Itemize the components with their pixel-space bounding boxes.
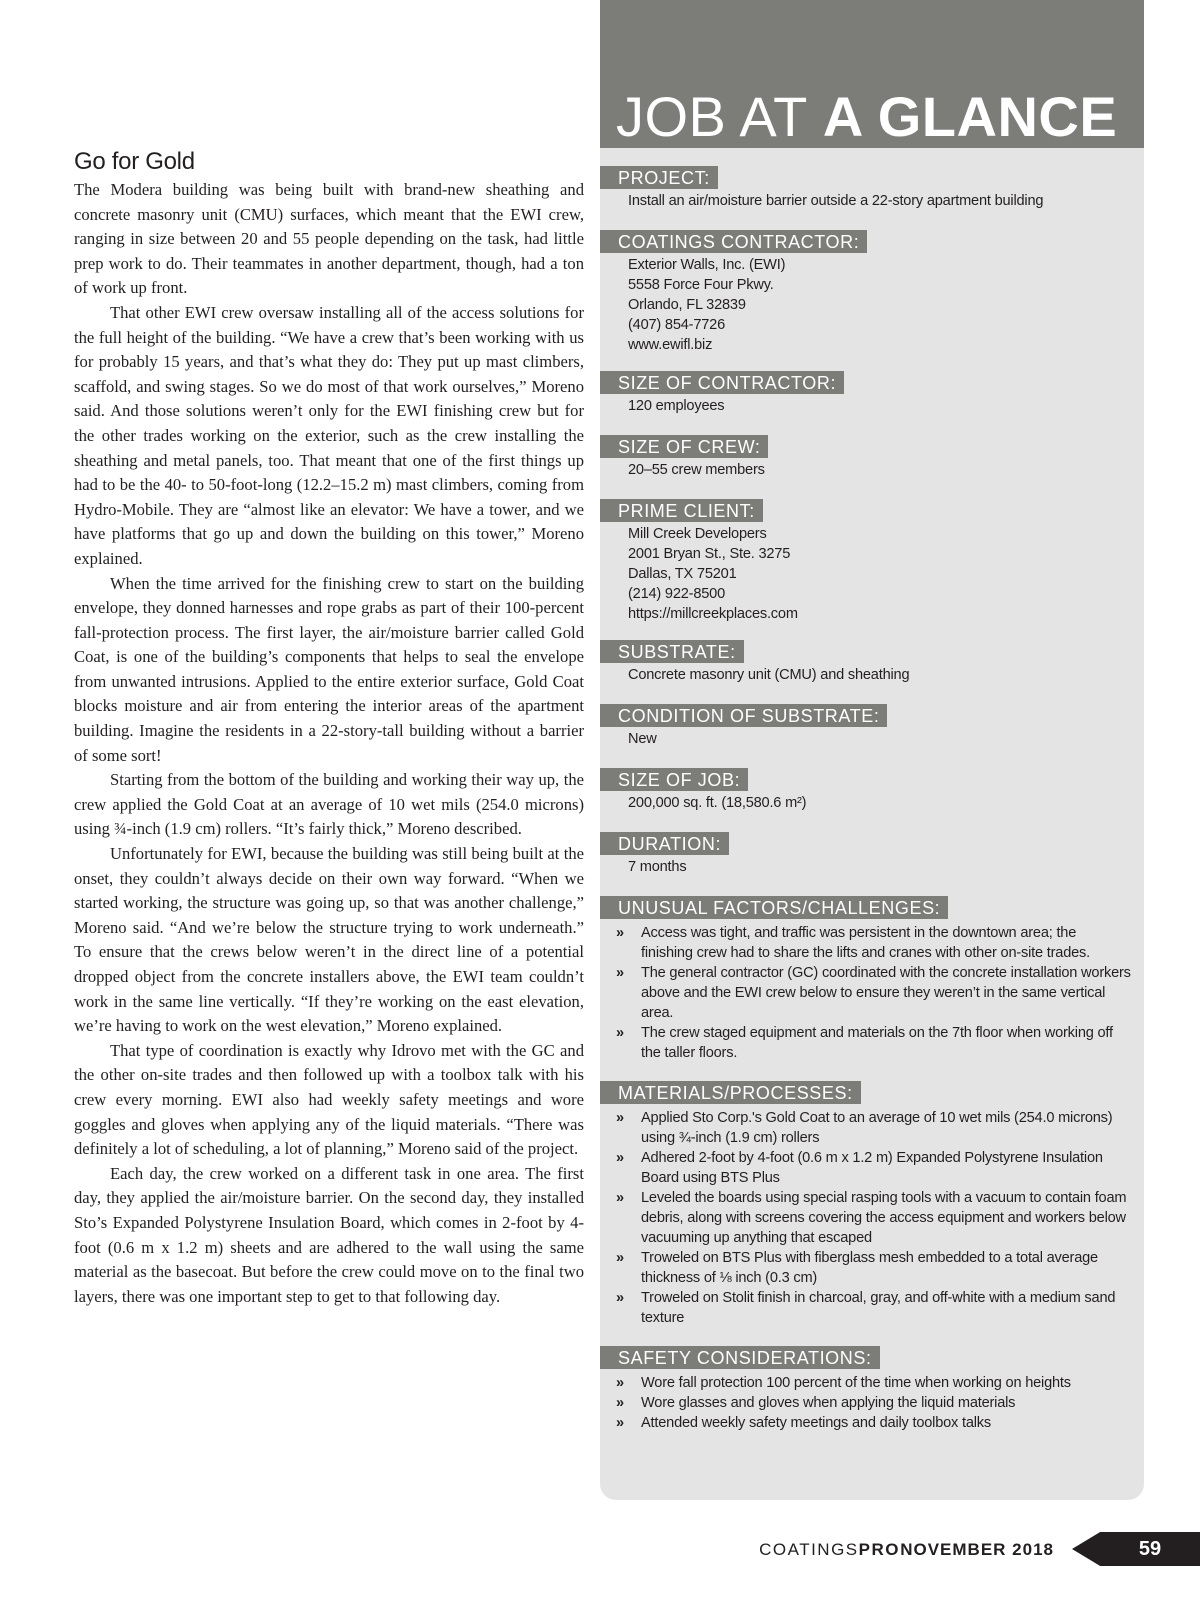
section-label: UNUSUAL FACTORS/CHALLENGES: xyxy=(600,896,948,919)
list-item: » Troweled on BTS Plus with fiberglass mesh embedded to a total average thickness of ⅛ inch (0.3 cm) xyxy=(616,1250,1098,1286)
section-label: PRIME CLIENT: xyxy=(600,499,763,522)
section-label: SIZE OF JOB: xyxy=(600,768,748,791)
footer-date: NOVEMBER 2018 xyxy=(900,1540,1054,1559)
article-paragraph: That type of coordination is exactly why Idrovo met with the GC and the other on-site trades and then followed up with a toolbox talk with his crew every morning. EWI also had weekly safety meetings and wore goggles and gloves when applying any of the liquid materials. “There was definitely a lot of scheduling, a lot of planning,” Moreno said of the project. xyxy=(74,1040,584,1159)
section-materials-processes xyxy=(600,1081,1144,1328)
section-label: SIZE OF CONTRACTOR: xyxy=(600,371,844,394)
bullet-list xyxy=(600,1373,1144,1433)
section-duration xyxy=(600,832,1144,877)
content-line: New xyxy=(628,731,657,747)
content-line: (407) 854-7726 xyxy=(628,317,725,333)
article-paragraph: The Modera building was being built with brand-new sheathing and concrete masonry unit (CMU) surfaces, which meant that the EWI crew, ranging in size between 20 and 55 people depending on the task, had little prep work to do. Their teammates in another department, though, had a ton of work up front. xyxy=(74,180,584,298)
section-label: DURATION: xyxy=(600,832,729,855)
bullet-chevron-icon: » xyxy=(616,1415,624,1431)
bullet-list xyxy=(600,1108,1144,1328)
list-item: » Adhered 2-foot by 4-foot (0.6 m x 1.2 m) Expanded Polystyrene Insulation Board using BTS Plus xyxy=(616,1150,1103,1186)
bullet-chevron-icon: » xyxy=(616,1250,624,1266)
section-content xyxy=(600,191,1144,211)
list-item: » Attended weekly safety meetings and daily toolbox talks xyxy=(616,1415,991,1431)
list-item: » The crew staged equipment and materials on the 7th floor when working off the taller floors. xyxy=(616,1025,1113,1061)
bullet-chevron-icon: » xyxy=(616,965,624,981)
list-item: » Leveled the boards using special rasping tools with a vacuum to contain foam debris, along with screens covering the access equipment and workers below vacuuming up anything that escaped xyxy=(616,1190,1127,1246)
section-condition-of-substrate xyxy=(600,704,1144,749)
article-paragraph: When the time arrived for the finishing crew to start on the building envelope, they donned harnesses and rope grabs as part of their 100-percent fall-protection process. The first layer, the air/moisture barrier called Gold Coat, is one of the building’s components that helps to seal the envelope from unwanted intrusions. Applied to the entire exterior surface, Gold Coat blocks moisture and air from entering the interior areas of the apartment building. Imagine the residents in a 22-story-tall building without a barrier of some sort! xyxy=(74,573,584,765)
section-label: MATERIALS/PROCESSES: xyxy=(600,1081,861,1104)
footer-brand-light: COATINGS xyxy=(759,1540,859,1559)
list-item: » Troweled on Stolit finish in charcoal, gray, and off-white with a medium sand texture xyxy=(616,1290,1116,1326)
content-line: 5558 Force Four Pkwy. xyxy=(628,277,774,293)
section-label: PROJECT: xyxy=(600,166,718,189)
content-line: Dallas, TX 75201 xyxy=(628,566,737,582)
bullet-chevron-icon: » xyxy=(616,1395,624,1411)
section-size-of-job xyxy=(600,768,1144,813)
section-project xyxy=(600,166,1144,211)
section-label: COATINGS CONTRACTOR: xyxy=(600,230,867,253)
article-paragraph: That other EWI crew oversaw installing all of the access solutions for the full height of the building. “We have a crew that’s been working with us for probably 15 years, and that’s what they do: They put up mast climbers, scaffold, and swing stages. So we do most of that work ourselves,” Moreno said. And those solutions weren’t only for the EWI finishing crew but for the other trades working on the exterior, such as the crew installing the sheathing and metal panels, too. That meant that one of the first things up had to be the 40- to 50-foot-long (12.2–15.2 m) mast climbers, coming from Hydro-Mobile. They are “almost like an elevator: We have a tower, and we have platforms that go up and down the building on this tower,” Moreno explained. xyxy=(74,302,584,568)
page-footer xyxy=(760,1532,1200,1568)
section-content xyxy=(600,857,1144,877)
section-content xyxy=(600,729,1144,749)
section-prime-client xyxy=(600,499,1144,624)
bullet-chevron-icon: » xyxy=(616,1110,624,1126)
sidebar-title-bold: A GLANCE xyxy=(822,85,1118,148)
list-item: » Access was tight, and traffic was persistent in the downtown area; the finishing crew had to share the lifts and cranes with other on-site trades. xyxy=(616,925,1091,961)
job-at-a-glance-sidebar xyxy=(600,0,1144,1500)
section-size-of-crew xyxy=(600,435,1144,480)
section-label: CONDITION OF SUBSTRATE: xyxy=(600,704,887,727)
section-content xyxy=(600,255,1144,355)
content-line: 120 employees xyxy=(628,398,725,414)
section-content xyxy=(600,793,1144,813)
sidebar-header xyxy=(600,0,1144,148)
list-item: » Applied Sto Corp.'s Gold Coat to an average of 10 wet mils (254.0 microns) using ¾-inch (1.9 cm) rollers xyxy=(616,1110,1113,1146)
bullet-list xyxy=(600,923,1144,1063)
website-link[interactable]: https://millcreekplaces.com xyxy=(628,606,798,622)
content-line: 2001 Bryan St., Ste. 3275 xyxy=(628,546,791,562)
section-content xyxy=(600,396,1144,416)
section-label: SUBSTRATE: xyxy=(600,640,744,663)
article-heading: Go for Gold xyxy=(74,148,195,175)
list-item: » Wore fall protection 100 percent of the time when working on heights xyxy=(616,1375,1071,1391)
article-paragraph: Each day, the crew worked on a different task in one area. The first day, they applied the air/moisture barrier. On the second day, they installed Sto’s Expanded Polystyrene Insulation Board, which comes in 2-foot by 4-foot (0.6 m x 1.2 m) sheets and are adhered to the wall using the same material as the basecoat. But before the crew could move on to the final two layers, there was one important step to get to that following day. xyxy=(74,1163,584,1306)
bullet-chevron-icon: » xyxy=(616,1150,624,1166)
sidebar-title-light: JOB AT xyxy=(616,85,823,148)
page-number: 59 xyxy=(1138,1538,1162,1560)
article-paragraph: Starting from the bottom of the building and working their way up, the crew applied the Gold Coat at an average of 10 wet mils (254.0 microns) using ¾-inch (1.9 cm) rollers. “It’s fairly thick,” Moreno described. xyxy=(74,770,584,839)
section-label: SAFETY CONSIDERATIONS: xyxy=(600,1346,880,1369)
content-line: Concrete masonry unit (CMU) and sheathing xyxy=(628,667,910,683)
section-label: SIZE OF CREW: xyxy=(600,435,768,458)
bullet-chevron-icon: » xyxy=(616,1190,624,1206)
content-line: Install an air/moisture barrier outside a 22-story apartment building xyxy=(628,193,1044,209)
section-coatings-contractor xyxy=(600,230,1144,355)
website-link[interactable]: www.ewifl.biz xyxy=(628,337,713,353)
bullet-chevron-icon: » xyxy=(616,1375,624,1391)
footer-brand-bold: PRO xyxy=(858,1540,900,1559)
section-content xyxy=(600,524,1144,624)
section-content xyxy=(600,460,1144,480)
list-item: » The general contractor (GC) coordinated with the concrete installation workers above and the EWI crew below to ensure they weren’t in the same vertical area. xyxy=(616,965,1131,1021)
content-line: Orlando, FL 32839 xyxy=(628,297,746,313)
article-paragraph: Unfortunately for EWI, because the building was still being built at the onset, they couldn’t always decide on their own way forward. “When we started working, the structure was going up, so that was another challenge,” Moreno said. “And we’re below the structure trying to work underneath.” To ensure that the crews below weren’t in the direct line of a potential dropped object from the concrete installers above, the EWI team couldn’t work in the same line vertically. “If they’re working on the east elevation, we’re having to work on the west elevation,” Moreno explained. xyxy=(74,844,584,1036)
content-line: (214) 922-8500 xyxy=(628,586,725,602)
article xyxy=(74,148,584,1309)
section-size-of-contractor xyxy=(600,371,1144,416)
section-unusual-factors xyxy=(600,896,1144,1063)
bullet-chevron-icon: » xyxy=(616,1025,624,1041)
section-content xyxy=(600,665,1144,685)
content-line: 7 months xyxy=(628,859,687,875)
sidebar-title xyxy=(616,84,1117,149)
footer-brand xyxy=(759,1540,900,1560)
section-substrate xyxy=(600,640,1144,685)
bullet-chevron-icon: » xyxy=(616,925,624,941)
content-line: Exterior Walls, Inc. (EWI) xyxy=(628,257,786,273)
bullet-chevron-icon: » xyxy=(616,1290,624,1306)
list-item: » Wore glasses and gloves when applying the liquid materials xyxy=(616,1395,1016,1411)
content-line: Mill Creek Developers xyxy=(628,526,767,542)
content-line: 200,000 sq. ft. (18,580.6 m²) xyxy=(628,795,807,811)
section-safety-considerations xyxy=(600,1346,1144,1433)
content-line: 20–55 crew members xyxy=(628,462,765,478)
